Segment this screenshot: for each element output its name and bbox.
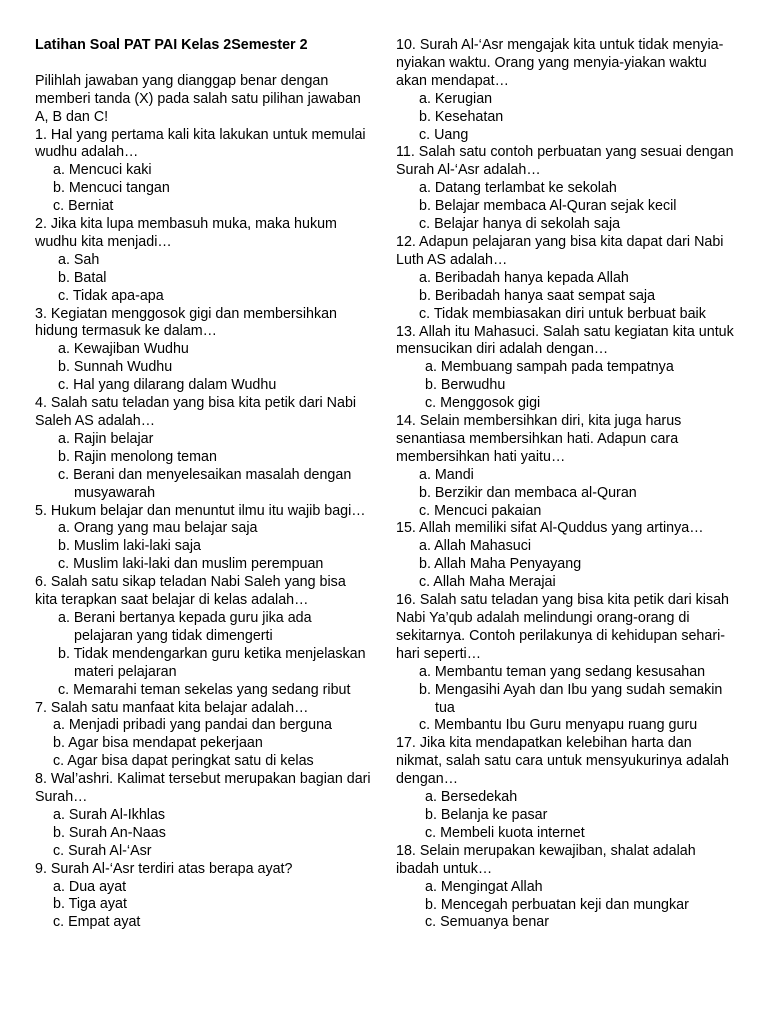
option-c: c. Belajar hanya di sekolah saja (419, 216, 621, 233)
question-text: 7. Salah satu manfaat kita belajar adalah… (35, 699, 309, 716)
option-a: a. Beribadah hanya kepada Allah (419, 269, 629, 286)
option-a: a. Mencuci kaki (53, 162, 152, 179)
question-9 (35, 861, 371, 933)
question-7 (35, 700, 371, 772)
question-15 (396, 520, 736, 592)
option-c: c. Membeli kuota internet (425, 824, 585, 841)
question-10 (396, 37, 736, 144)
option-c: c. Surah Al-‘Asr (53, 842, 152, 859)
option-b: b. Berwudhu (425, 377, 506, 394)
option-b: b. Belanja ke pasar (425, 806, 548, 823)
option-c: c. Memarahi teman sekelas yang sedang ribut (58, 681, 351, 698)
option-a: a. Orang yang mau belajar saja (58, 520, 258, 537)
option-a: a. Mandi (419, 466, 474, 483)
question-14 (396, 413, 736, 520)
option-b: b. Batal (58, 269, 107, 286)
question-12 (396, 234, 736, 324)
option-b: b. Tiga ayat (53, 896, 127, 913)
option-a: a. Membantu teman yang sedang kesusahan (419, 663, 706, 680)
option-a: a. Membuang sampah pada tempatnya (425, 359, 674, 376)
option-b: b. Mengasihi Ayah dan Ibu yang sudah semakin tua (419, 681, 723, 716)
option-a: a. Berani bertanya kepada guru jika ada pelajaran yang tidak dimengerti (58, 609, 312, 644)
question-text: 16. Salah satu teladan yang bisa kita petik dari kisah Nabi Ya’qub adalah melindungi orang-orang di sekitarnya. Contoh perilakunya di kehidupan sehari-hari seperti… (396, 592, 730, 662)
option-c: c. Berniat (53, 198, 114, 215)
option-b: b. Berzikir dan membaca al-Quran (419, 484, 637, 501)
option-b: b. Beribadah hanya saat sempat saja (419, 287, 656, 304)
option-b: b. Agar bisa mendapat pekerjaan (53, 735, 263, 752)
option-c: c. Membantu Ibu Guru menyapu ruang guru (419, 717, 698, 734)
option-c: c. Tidak apa-apa (58, 287, 164, 304)
option-a: a. Bersedekah (425, 789, 518, 806)
option-b: b. Rajin menolong teman (58, 448, 217, 465)
option-b: b. Surah An-Naas (53, 824, 166, 841)
question-text: 9. Surah Al-‘Asr terdiri atas berapa ayat? (35, 860, 293, 877)
option-a: a. Datang terlambat ke sekolah (419, 180, 617, 197)
option-a: a. Surah Al-Ikhlas (53, 806, 166, 823)
question-6 (35, 574, 371, 699)
question-text: 5. Hukum belajar dan menuntut ilmu itu wajib bagi… (35, 502, 366, 519)
option-c: c. Agar bisa dapat peringkat satu di kelas (53, 753, 314, 770)
question-text: 13. Allah itu Mahasuci. Salah satu kegiatan kita untuk mensucikan diri adalah dengan… (396, 323, 734, 358)
option-c: c. Hal yang dilarang dalam Wudhu (58, 377, 277, 394)
question-5 (35, 503, 371, 575)
question-text: 11. Salah satu contoh perbuatan yang sesuai dengan Surah Al-‘Asr adalah… (396, 144, 734, 179)
right-column (396, 37, 736, 932)
option-c: c. Muslim laki-laki dan muslim perempuan (58, 556, 324, 573)
question-text: 15. Allah memiliki sifat Al-Quddus yang artinya… (396, 520, 704, 537)
question-text: 8. Wal’ashri. Kalimat tersebut merupakan bagian dari Surah… (35, 771, 371, 806)
option-a: a. Mengingat Allah (425, 878, 543, 895)
option-a: a. Rajin belajar (58, 430, 154, 447)
question-text: 10. Surah Al-‘Asr mengajak kita untuk tidak menyia-nyiakan waktu. Orang yang menyia-yiakan waktu akan mendapat… (396, 37, 724, 89)
option-c: c. Empat ayat (53, 914, 141, 931)
question-text: 4. Salah satu teladan yang bisa kita petik dari Nabi Saleh AS adalah… (35, 395, 357, 430)
question-11 (396, 144, 736, 234)
option-a: a. Kewajiban Wudhu (58, 341, 189, 358)
question-3 (35, 306, 371, 396)
question-text: 17. Jika kita mendapatkan kelebihan harta dan nikmat, salah satu cara untuk mensyukurinya adalah dengan… (396, 735, 729, 788)
option-c: c. Berani dan menyelesaikan masalah dengan musyawarah (58, 466, 352, 501)
option-b: b. Allah Maha Penyayang (419, 556, 582, 573)
question-18 (396, 843, 736, 933)
option-b: b. Mencegah perbuatan keji dan mungkar (425, 896, 689, 913)
option-a: a. Allah Mahasuci (419, 538, 532, 555)
page-title: Latihan Soal PAT PAI Kelas 2Semester 2 (35, 37, 308, 53)
option-a: a. Sah (58, 251, 100, 268)
option-c: c. Semuanya benar (425, 914, 549, 931)
option-b: b. Muslim laki-laki saja (58, 538, 202, 555)
question-2 (35, 216, 371, 306)
option-c: c. Uang (419, 126, 469, 143)
question-16 (396, 592, 736, 735)
option-b: b. Mencuci tangan (53, 180, 170, 197)
option-c: c. Tidak membiasakan diri untuk berbuat baik (419, 305, 706, 322)
question-13 (396, 324, 736, 414)
option-a: a. Menjadi pribadi yang pandai dan berguna (53, 717, 332, 734)
option-a: a. Kerugian (419, 90, 493, 107)
option-b: b. Belajar membaca Al-Quran sejak kecil (419, 198, 677, 215)
question-17 (396, 735, 736, 842)
option-b: b. Sunnah Wudhu (58, 359, 173, 376)
question-text: 1. Hal yang pertama kali kita lakukan untuk memulai wudhu adalah… (35, 126, 366, 161)
question-text: 3. Kegiatan menggosok gigi dan membersihkan hidung termasuk ke dalam… (35, 305, 338, 340)
question-text: 12. Adapun pelajaran yang bisa kita dapat dari Nabi Luth AS adalah… (396, 233, 724, 268)
question-text: 6. Salah satu sikap teladan Nabi Saleh yang bisa kita terapkan saat belajar di kelas adalah… (35, 574, 346, 609)
option-b: b. Tidak mendengarkan guru ketika menjelaskan materi pelajaran (58, 645, 366, 680)
option-b: b. Kesehatan (419, 108, 504, 125)
option-a: a. Dua ayat (53, 878, 127, 895)
option-c: c. Menggosok gigi (425, 395, 541, 412)
instruction-text: Pilihlah jawaban yang dianggap benar dengan memberi tanda (X) pada salah satu pilihan jawaban A, B dan C! (35, 72, 361, 125)
question-text: 14. Selain membersihkan diri, kita juga harus senantiasa membersihkan hati. Adapun cara membersihkan hati yaitu… (396, 413, 682, 465)
question-text: 18. Selain merupakan kewajiban, shalat adalah ibadah untuk… (396, 842, 696, 877)
question-text: 2. Jika kita lupa membasuh muka, maka hukum wudhu kita menjadi… (35, 216, 337, 250)
question-1 (35, 127, 371, 217)
question-8 (35, 771, 371, 861)
option-c: c. Mencuci pakaian (419, 502, 542, 519)
left-column (35, 37, 371, 932)
option-c: c. Allah Maha Merajai (419, 574, 556, 591)
question-4 (35, 395, 371, 502)
